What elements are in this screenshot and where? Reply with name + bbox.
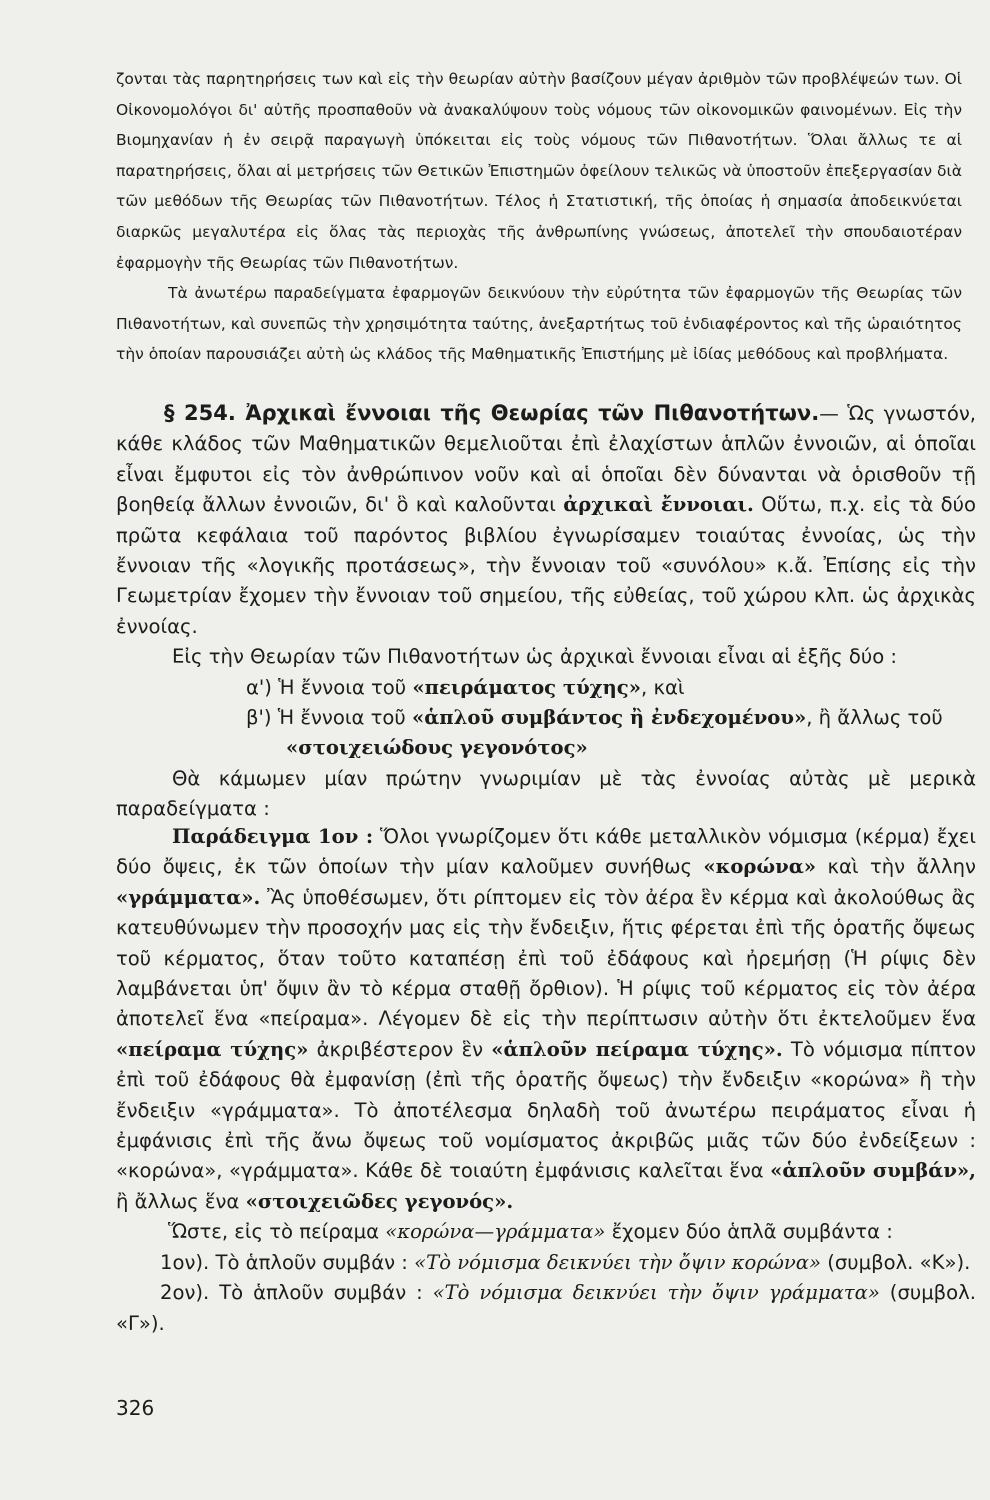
page-number: 326 [116, 1396, 155, 1420]
section-paragraph-2: Εἰς τὴν Θεωρίαν τῶν Πιθανοτήτων ὡς ἀρχικαὶ ἔννοιαι εἶναι αἱ ἑξῆς δύο : [172, 645, 898, 669]
section-254 [116, 398, 976, 825]
section-paragraph-3: Θὰ κάμωμεν μίαν πρώτην γνωριμίαν μὲ τὰς ἐννοίας αὐτὰς μὲ μερικὰ παραδείγματα : [116, 766, 976, 821]
example-bold-1: «κορώνα» [703, 855, 817, 879]
list-item-b [116, 703, 976, 733]
example-text-1: Ὅλοι γνωρίζομεν ὅτι κάθε μεταλλικὸν νόμισμα (κέρμα) ἔχει δύο ὄψεις, ἐκ τῶν ὁποίων τὴν μίαν καλοῦμεν συνήθως [116, 825, 976, 879]
section-text-b: Οὕτω, π.χ. εἰς τὰ δύο πρῶτα κεφάλαια τοῦ παρόντος βιβλίου ἐγνωρίσαμεν τοιαύτας ἐννοίας, ὡς τὴν ἔννοιαν τῆς «λογικῆς προτάσεως», τὴν ἔννοιαν τοῦ «συνόλου» κ.ἄ. Ἐπίσης εἰς τὴν Γεωμετρίαν ἔχομεν τὴν ἔννοιαν τοῦ σημείου, τῆς εὐθείας, τοῦ χώρου κλπ. ὡς ἀρχικὰς ἐννοίας. [116, 493, 976, 638]
section-heading: § 254. Ἀρχικαὶ ἔννοιαι τῆς Θεωρίας τῶν Πιθανοτήτων. [164, 401, 820, 425]
example-label: Παράδειγμα 1ον : [172, 825, 374, 848]
example-text-6: ἢ ἄλλως ἕνα [116, 1189, 246, 1213]
list-a-bold: «πειράματος τύχης» [412, 675, 641, 699]
event-1 [116, 1248, 976, 1278]
event-1-symbol: (συμβολ. «Κ»). [820, 1250, 971, 1274]
top-paragraph-2: Τὰ ἀνωτέρω παραδείγματα ἐφαρμογῶν δεικνύουν τὴν εὐρύτητα τῶν ἐφαρμογῶν τῆς Θεωρίας τῶν Πιθανοτήτων, καὶ συνεπῶς τὴν χρησιμότητα ταύτης, ἀνεξαρτήτως τοῦ ἐνδιαφέροντος καὶ τῆς ὡραιότητος τὴν ὁποίαν παρουσιάζει αὐτὴ ὡς κλάδος τῆς Μαθηματικῆς Ἐπιστήμης μὲ ἰδίας μεθόδους καὶ προβλήματα. [116, 284, 962, 364]
example-bold-6: «στοιχειῶδες γεγονός». [245, 1189, 514, 1213]
example-bold-3: «πείραμα τύχης» [116, 1037, 309, 1061]
list-b-bold: «ἁπλοῦ συμβάντος ἢ ἐνδεχομένου» [411, 706, 807, 730]
event-1-text: 1ον). Τὸ ἁπλοῦν συμβάν : [160, 1250, 415, 1274]
list-a-text: α') Ἡ ἔννοια τοῦ [246, 675, 413, 699]
example-text-4: ἀκριβέστερον ἓν [308, 1037, 492, 1061]
example-bold-4: «ἁπλοῦν πείραμα τύχης». [491, 1037, 783, 1061]
summary-text: Ὥστε, εἰς τὸ πείραμα [168, 1220, 386, 1244]
example-text-3: Ἂς ὑποθέσωμεν, ὅτι ρίπτομεν εἰς τὸν ἀέρα ἓν κέρμα καὶ ἀκολούθως ἂς κατευθύνωμεν τὴν προσοχήν μας εἰς τὴν ἔνδειξιν, ἥτις φέρεται ἐπὶ τῆς ὁρατῆς ὄψεως τοῦ κέρματος, ὅταν τοῦτο καταπέσῃ ἐπὶ τοῦ ἐδάφους καὶ ἠρεμήσῃ (Ἡ ρίψις δὲν λαμβάνεται ὑπ' ὄψιν ἂν τὸ κέρμα σταθῇ ὄρθιον). Ἡ ρίψις τοῦ κέρματος εἰς τὸν ἀέρα ἀποτελεῖ ἕνα «πείραμα». Λέγομεν δὲ εἰς τὴν περίπτωσιν αὐτὴν ὅτι ἐκτελοῦμεν ἕνα [116, 885, 976, 1031]
list-a-tail: , καὶ [640, 675, 685, 699]
section-text-a: — Ὡς γνωστόν, κάθε κλάδος τῶν Μαθηματικῶν θεμελιοῦται ἐπὶ ἐλαχίστων ἁπλῶν ἐννοιῶν, αἱ ὁποῖαι εἶναι ἔμφυτοι εἰς τὸν ἀνθρώπινον νοῦν καὶ αἱ ὁποῖαι δὲν δύνανται νὰ ὁρισθοῦν τῇ βοηθείᾳ ἄλλων ἐννοιῶν, δι' ὃ καὶ καλοῦνται [116, 402, 976, 517]
event-2 [116, 1278, 976, 1339]
list-b-text: β') Ἡ ἔννοια τοῦ [246, 706, 412, 730]
event-2-italic: «Τὸ νόμισμα δεικνύει τὴν ὄψιν γράμματα» [432, 1281, 880, 1305]
example-paragraph [116, 822, 976, 1217]
example-bold-5: «ἁπλοῦν συμβάν», [770, 1159, 976, 1183]
example-text-2: καὶ τὴν ἄλλην [816, 855, 976, 879]
top-text-block [116, 64, 962, 370]
list-b-tail: , ἢ ἄλλως τοῦ [806, 706, 943, 730]
example-text-5: Τὸ νόμισμα πίπτον ἐπὶ τοῦ ἐδάφους θὰ ἐμφανίσῃ (ἐπὶ τῆς ὁρατῆς ὄψεως) τὴν ἔνδειξιν «κορώνα» ἢ τὴν ἔνδειξιν «γράμματα». Τὸ ἀποτέλεσμα δηλαδὴ τοῦ ἀνωτέρω πειράματος εἶναι ἡ ἐμφάνισις ἐπὶ τῆς ἄνω ὄψεως τοῦ νομίσματος ἀκριβῶς μιᾶς τῶν δύο ἐνδείξεων : «κορώνα», «γράμματα». Κάθε δὲ τοιαύτη ἐμφάνισις καλεῖται ἕνα [116, 1037, 977, 1183]
example-summary [116, 1217, 976, 1247]
example-block [116, 822, 976, 1339]
list-item-b-continuation: «στοιχειώδους γεγονότος» [286, 736, 588, 760]
summary-tail: ἔχομεν δύο ἁπλᾶ συμβάντα : [605, 1220, 893, 1244]
summary-italic: «κορώνα—γράμματα» [385, 1220, 606, 1244]
event-1-italic: «Τὸ νόμισμα δεικνύει τὴν ὄψιν κορώνα» [414, 1250, 821, 1274]
example-bold-2: «γράμματα». [116, 885, 261, 909]
top-paragraph-1: ζονται τὰς παρητηρήσεις των καὶ εἰς τὴν θεωρίαν αὐτὴν βασίζουν μέγαν ἀριθμὸν τῶν προβλέψεών των. Οἱ Οἰκονομολόγοι δι' αὐτῆς προσπαθοῦν νὰ ἀνακαλύψουν τοὺς νόμους τῶν οἰκονομικῶν φαινομένων. Εἰς τὴν Βιομηχανίαν ἡ ἐν σειρᾷ παραγωγὴ ὑπόκειται εἰς τοὺς νόμους τῶν Πιθανοτήτων. Ὅλαι ἄλλως τε αἱ παρατηρήσεις, ὅλαι αἱ μετρήσεις τῶν Θετικῶν Ἐπιστημῶν ὀφείλουν τελικῶς νὰ ὑποστοῦν ἐπεξεργασίαν διὰ τῶν μεθόδων τῆς Θεωρίας τῶν Πιθανοτήτων. Τέλος ἡ Στατιστική, τῆς ὁποίας ἡ σημασία ἀποδεικνύεται διαρκῶς μεγαλυτέρα εἰς ὅλας τὰς περιοχὰς τῆς ἀνθρωπίνης γνώσεως, ἀποτελεῖ τὴν σπουδαιοτέραν ἐφαρμογὴν τῆς Θεωρίας τῶν Πιθανοτήτων. [116, 70, 962, 272]
event-2-text: 2ον). Τὸ ἁπλοῦν συμβάν : [160, 1281, 433, 1305]
event-2-symbol: (συμβολ. «Γ»). [116, 1281, 976, 1335]
list-item-a [116, 673, 976, 703]
section-bold-term: ἀρχικαὶ ἔννοιαι. [563, 493, 754, 517]
section-paragraph-1 [116, 398, 976, 642]
